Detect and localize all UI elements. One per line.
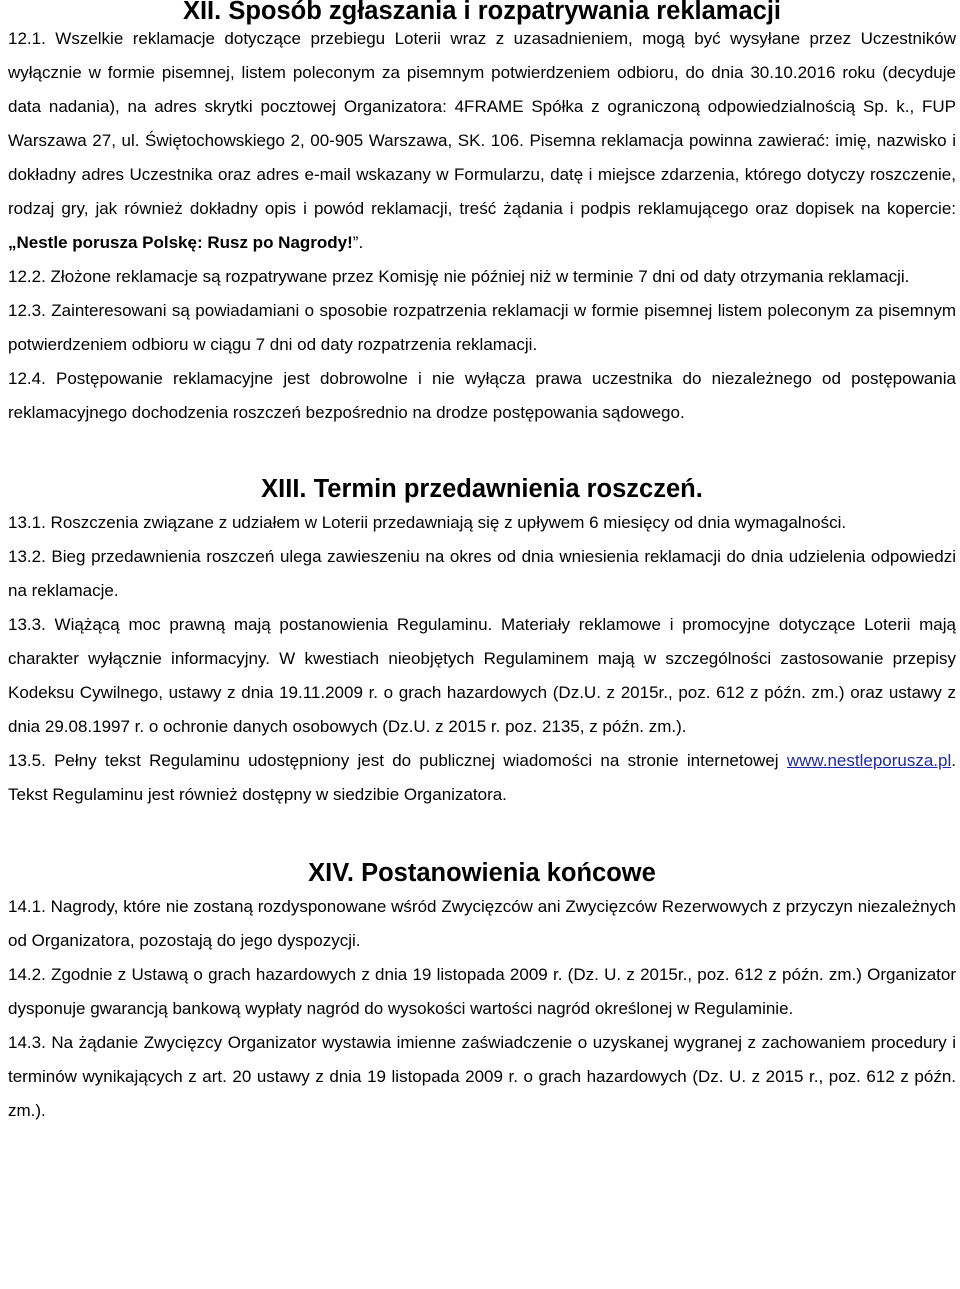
paragraph-text: Wszelkie reklamacje dotyczące przebiegu Loterii wraz z uzasadnieniem, mogą być wysyłane przez Uczestników wyłącznie w formie pisemnej, listem poleconym za pisemnym potwierdzeniem odbioru, do dnia 30.10.2016 roku (decyduje data nadania), na adres skrytki pocztowej Organizatora: 4FRAME Spółka z ograniczoną odpowiedzialnością Sp. k., FUP Warszawa 27, ul. Świętochowskiego 2, 00-905 Warszawa, SK. 106. Pisemna reklamacja powinna zawierać: imię, nazwisko i dokładny adres Uczestnika oraz adres e-mail wskazany w Formularzu, datę i miejsce zdarzenia, którego dotyczy roszczenie, rodzaj gry, jak również dokładny opis i powód reklamacji, treść żądania i podpis reklamującego oraz dopisek na kopercie:: [8, 29, 956, 218]
paragraph-12-3: [8, 294, 956, 362]
paragraph-text: Wiążącą moc prawną mają postanowienia Regulaminu. Materiały reklamowe i promocyjne dotyczące Loterii mają charakter wyłącznie informacyjny. W kwestiach nieobjętych Regulaminem mają w szczególności zastosowanie przepisy Kodeksu Cywilnego, ustawy z dnia 19.11.2009 r. o grach hazardowych (Dz.U. z 2015r., poz. 612 z późn. zm.) oraz ustawy z dnia 29.08.1997 r. o ochronie danych osobowych (Dz.U. z 2015 r. poz. 2135, z późn. zm.).: [8, 615, 956, 736]
paragraph-text: Postępowanie reklamacyjne jest dobrowolne i nie wyłącza prawa uczestnika do niezależnego od postępowania reklamacyjnego dochodzenia roszczeń bezpośrednio na drodze postępowania sądowego.: [8, 369, 956, 422]
paragraph-text-end: . Tekst Regulaminu jest również dostępny w siedzibie Organizatora.: [8, 751, 956, 804]
paragraph-14-1: [8, 890, 956, 958]
paragraph-13-5: [8, 744, 956, 812]
paragraph-number: 14.2.: [8, 965, 46, 984]
section-spacer: [8, 812, 956, 856]
paragraph-number: 12.2.: [8, 267, 46, 286]
paragraph-text: Bieg przedawnienia roszczeń ulega zawieszeniu na okres od dnia wniesienia reklamacji do dnia udzielenia odpowiedzi na reklamacje.: [8, 547, 956, 600]
envelope-annotation: „Nestle porusza Polskę: Rusz po Nagrody!: [8, 233, 353, 252]
paragraph-12-2: [8, 260, 956, 294]
website-link[interactable]: www.nestleporusza.pl: [786, 751, 952, 770]
paragraph-13-3: [8, 608, 956, 744]
paragraph-13-1: [8, 506, 956, 540]
paragraph-text: Na żądanie Zwycięzcy Organizator wystawia imienne zaświadczenie o uzyskanej wygranej z zachowaniem procedury i terminów wynikających z art. 20 ustawy z dnia 19 listopada 2009 r. o grach hazardowych (Dz. U. z 2015 r., poz. 612 z późn. zm.).: [8, 1033, 956, 1120]
section-spacer: [8, 430, 956, 472]
paragraph-number: 14.3.: [8, 1033, 46, 1052]
paragraph-12-4: [8, 362, 956, 430]
paragraph-number: 13.5.: [8, 751, 46, 770]
section-12-title: XII. Sposób zgłaszania i rozpatrywania reklamacji: [182, 0, 782, 25]
paragraph-14-2: [8, 958, 956, 1026]
section-13-title: XIII. Termin przedawnienia roszczeń.: [261, 475, 703, 503]
paragraph-number: 12.3.: [8, 301, 46, 320]
paragraph-number: 12.4.: [8, 369, 46, 388]
paragraph-text: Zgodnie z Ustawą o grach hazardowych z dnia 19 listopada 2009 r. (Dz. U. z 2015r., poz. 612 z późn. zm.) Organizator dysponuje gwarancją bankową wypłaty nagród do wysokości wartości nagród określonej w Regulaminie.: [8, 965, 956, 1018]
paragraph-12-1: [8, 22, 956, 260]
section-14-title: XIV. Postanowienia końcowe: [308, 859, 656, 887]
paragraph-13-2: [8, 540, 956, 608]
paragraph-number: 12.1.: [8, 29, 46, 48]
paragraph-text: Nagrody, które nie zostaną rozdysponowane wśród Zwycięzców ani Zwycięzców Rezerwowych z przyczyn niezależnych od Organizatora, pozostają do jego dyspozycji.: [8, 897, 956, 950]
paragraph-text: Roszczenia związane z udziałem w Loterii przedawniają się z upływem 6 miesięcy od dnia wymagalności.: [45, 513, 847, 532]
paragraph-number: 13.3.: [8, 615, 46, 634]
paragraph-text: Pełny tekst Regulaminu udostępniony jest do publicznej wiadomości na stronie internetowej: [45, 751, 787, 770]
paragraph-text-end: ”.: [352, 233, 364, 252]
paragraph-number: 13.2.: [8, 547, 46, 566]
paragraph-number: 14.1.: [8, 897, 46, 916]
paragraph-text: Zainteresowani są powiadamiani o sposobie rozpatrzenia reklamacji w formie pisemnej listem poleconym za pisemnym potwierdzeniem odbioru w ciągu 7 dni od daty rozpatrzenia reklamacji.: [8, 301, 956, 354]
paragraph-text: Złożone reklamacje są rozpatrywane przez Komisję nie później niż w terminie 7 dni od daty otrzymania reklamacji.: [45, 267, 910, 286]
paragraph-number: 13.1.: [8, 513, 46, 532]
paragraph-14-3: [8, 1026, 956, 1128]
